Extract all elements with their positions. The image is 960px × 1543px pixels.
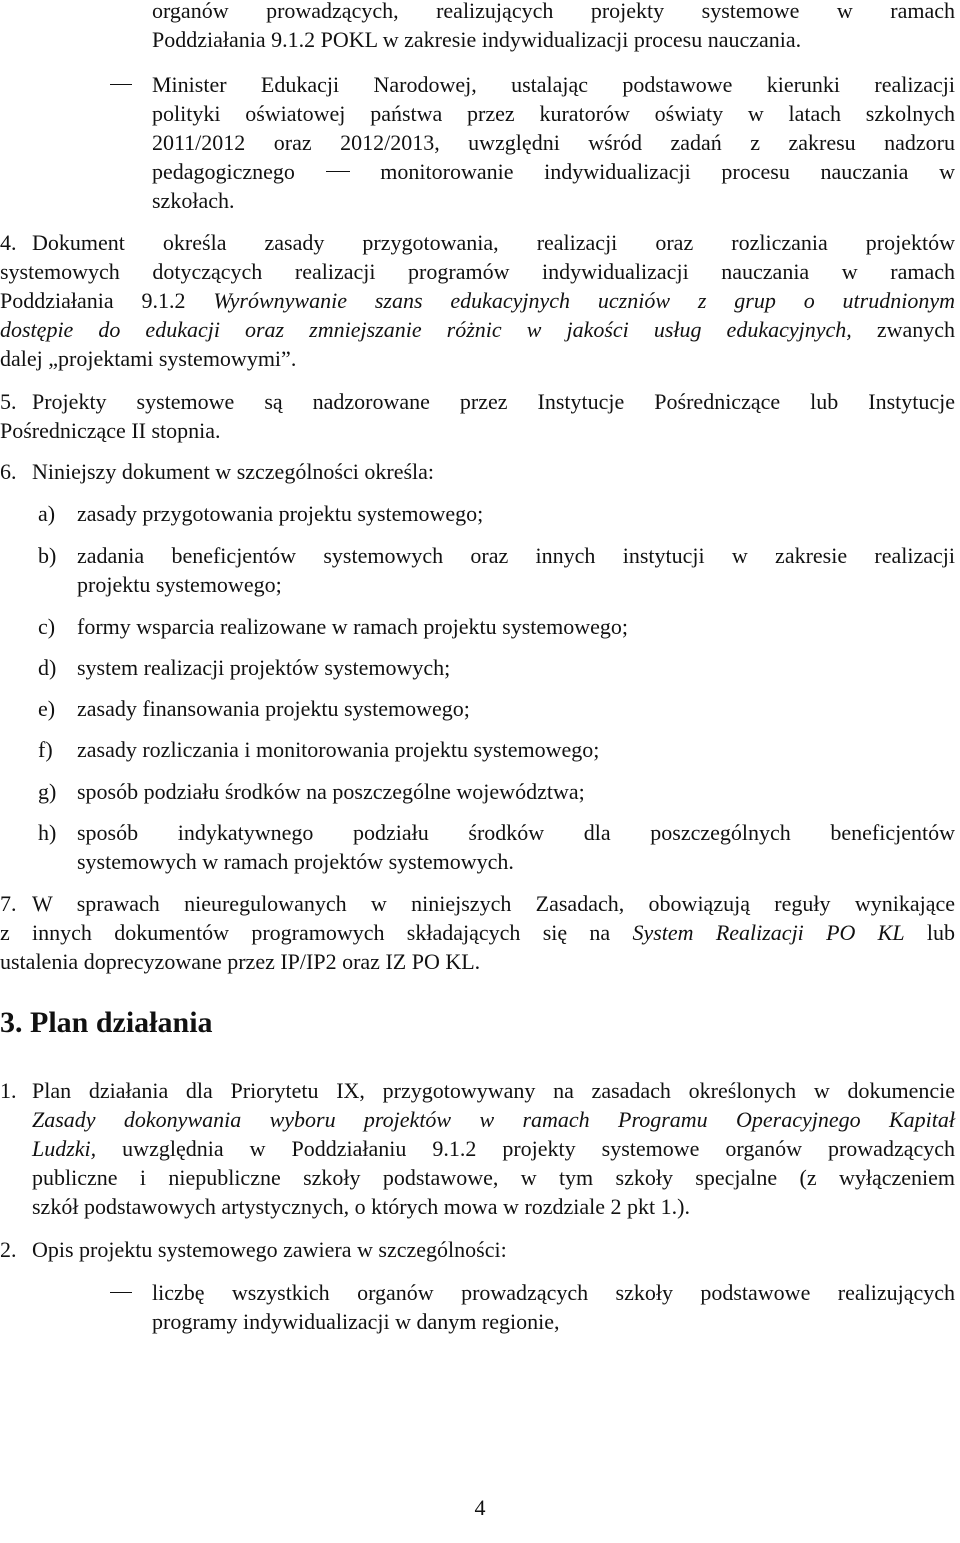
text-line: sposób podziału środków na poszczególne województwa; [77,779,585,804]
text-line: system realizacji projektów systemowych; [77,655,451,680]
list-label: f) [38,737,53,762]
text-line: Niniejszy dokument w szczególności określa: [32,459,435,484]
paragraph-number: 1. [0,1078,17,1103]
section-heading: 3. Plan działania [0,1006,213,1039]
text-line: organów prowadzących, realizujących projekty systemowe w ramach [152,0,955,23]
text-line: dalej „projektami systemowymi”. [0,346,297,371]
list-label: c) [38,614,56,639]
text-line: Pośredniczące II stopnia. [0,418,221,443]
text-line: z innych dokumentów programowych składających się na System Realizacji PO KL lub [0,920,955,945]
text-line: zasady przygotowania projektu systemowego; [77,501,484,526]
text-line: programy indywidualizacji w danym regionie, [152,1309,560,1334]
list-label: b) [38,543,57,568]
dash-bullet [110,1292,132,1293]
text-line: pedagogicznego monitorowanie indywidualizacji procesu nauczania w [152,159,956,184]
list-label: d) [38,655,57,680]
text-line: ustalenia doprecyzowane przez IP/IP2 oraz IZ PO KL. [0,949,481,974]
text-line: Zasady dokonywania wyboru projektów w ramach Programu Operacyjnego Kapitał [32,1107,955,1132]
text-line: systemowych w ramach projektów systemowych. [77,849,514,874]
text-line: Minister Edukacji Narodowej, ustalając podstawowe kierunki realizacji [152,72,955,97]
text-line: polityki oświatowej państwa przez kuratorów oświaty w latach szkolnych [152,101,955,126]
text-line: zasady rozliczania i monitorowania projektu systemowego; [77,737,600,762]
text-line: Poddziałania 9.1.2 Wyrównywanie szans edukacyjnych uczniów z grup o utrudnionym [0,288,955,313]
text-line: publiczne i niepubliczne szkoły podstawowe, w tym szkoły specjalne (z wyłączeniem [32,1165,955,1190]
text-line: Opis projektu systemowego zawiera w szczególności: [32,1237,507,1262]
text-line: 2011/2012 oraz 2012/2013, uwzględni wśród zadań z zakresu nadzoru [152,130,955,155]
text-line: szkół podstawowych artystycznych, o których mowa w rozdziale 2 pkt 1.). [32,1194,690,1219]
dash-separator [326,171,350,172]
paragraph-number: 5. [0,389,17,414]
text-line: Ludzki, uwzględnia w Poddziałaniu 9.1.2 projekty systemowe organów prowadzących [32,1136,955,1161]
page-number: 4 [474,1495,486,1520]
paragraph-number: 6. [0,459,17,484]
text-line: zasady finansowania projektu systemowego; [77,696,470,721]
text-line: projektu systemowego; [77,572,282,597]
text-line: szkołach. [152,188,235,213]
text-line: Poddziałania 9.1.2 POKL w zakresie indywidualizacji procesu nauczania. [152,27,802,52]
paragraph-number: 2. [0,1237,17,1262]
text-line: systemowych dotyczących realizacji programów indywidualizacji nauczania w ramach [0,259,955,284]
paragraph-number: 7. [0,891,17,916]
list-label: h) [38,820,57,845]
list-label: g) [38,779,57,804]
paragraph-number: 4. [0,230,17,255]
text-line: W sprawach nieuregulowanych w niniejszych Zasadach, obowiązują reguły wynikające [32,891,955,916]
text-line: Plan działania dla Priorytetu IX, przygotowywany na zasadach określonych w dokumencie [32,1078,955,1103]
list-label: a) [38,501,56,526]
text-line: sposób indykatywnego podziału środków dla poszczególnych beneficjentów [77,820,955,845]
dash-bullet [110,84,132,85]
text-line: liczbę wszystkich organów prowadzących szkoły podstawowe realizujących [152,1280,955,1305]
text-line: Dokument określa zasady przygotowania, realizacji oraz rozliczania projektów [32,230,955,255]
list-label: e) [38,696,56,721]
text-line: dostępie do edukacji oraz zmniejszanie różnic w jakości usług edukacyjnych, zwanych [0,317,956,342]
text-line: formy wsparcia realizowane w ramach projektu systemowego; [77,614,629,639]
text-line: Projekty systemowe są nadzorowane przez Instytucje Pośredniczące lub Instytucje [32,389,955,414]
text-line: zadania beneficjentów systemowych oraz innych instytucji w zakresie realizacji [77,543,955,568]
